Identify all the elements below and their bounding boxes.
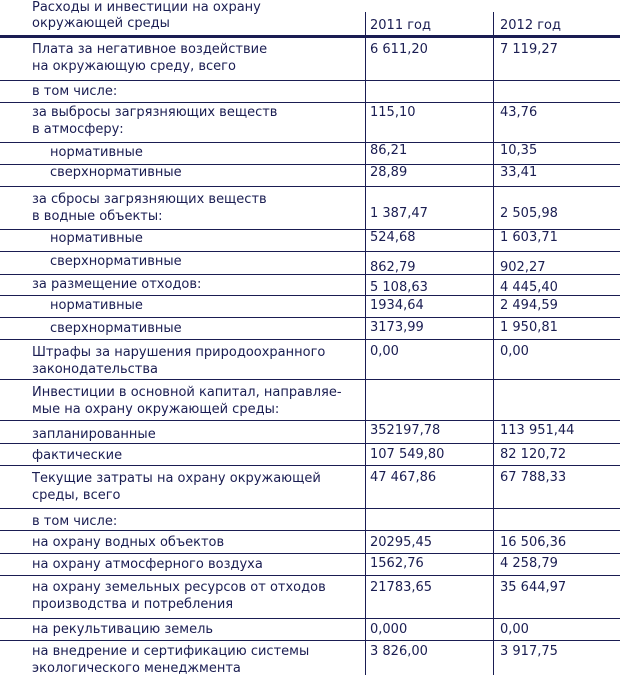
value-2011: 28,89 bbox=[370, 165, 408, 180]
table-row bbox=[0, 554, 620, 576]
value-2011: 524,68 bbox=[370, 230, 416, 245]
row-label-line1: сверхнормативные bbox=[50, 254, 182, 269]
table-header bbox=[0, 0, 620, 38]
table-row bbox=[0, 275, 620, 296]
table-row bbox=[0, 318, 620, 340]
table-row bbox=[0, 252, 620, 275]
column-header-2012: 2012 год bbox=[500, 18, 561, 33]
row-label-line1: за размещение отходов: bbox=[32, 277, 202, 292]
row-label-line1: в том числе: bbox=[32, 514, 118, 529]
row-label-line1: в том числе: bbox=[32, 84, 118, 99]
row-label-line2: мые на охрану окружающей среды: bbox=[32, 402, 280, 417]
column-header-2011: 2011 год bbox=[370, 18, 431, 33]
row-label-line1: Штрафы за нарушения природоохранного bbox=[32, 345, 326, 360]
value-2011: 0,000 bbox=[370, 622, 408, 637]
table-row bbox=[0, 531, 620, 554]
row-label bbox=[32, 191, 267, 225]
value-2011: 86,21 bbox=[370, 143, 408, 158]
value-2011: 115,10 bbox=[370, 105, 416, 120]
value-2012: 2 505,98 bbox=[500, 206, 558, 221]
row-label-line1: нормативные bbox=[50, 145, 143, 160]
table-row bbox=[0, 103, 620, 143]
value-2011: 352197,78 bbox=[370, 423, 441, 438]
row-label-line1: сверхнормативные bbox=[50, 165, 182, 180]
row-label-line1: на охрану земельных ресурсов от отходов bbox=[32, 580, 326, 595]
row-label-line1: за сбросы загрязняющих веществ bbox=[32, 192, 267, 207]
row-label bbox=[32, 447, 122, 464]
row-label bbox=[32, 104, 277, 138]
table-row bbox=[0, 165, 620, 187]
row-label-line1: нормативные bbox=[50, 231, 143, 246]
table-row bbox=[0, 38, 620, 81]
value-2012: 1 603,71 bbox=[500, 230, 558, 245]
row-label-line1: Плата за негативное воздействие bbox=[32, 42, 268, 57]
value-2011: 107 549,80 bbox=[370, 447, 445, 462]
row-label bbox=[50, 297, 143, 314]
value-2012: 67 788,33 bbox=[500, 470, 567, 485]
table-row bbox=[0, 619, 620, 641]
row-label bbox=[32, 41, 267, 75]
table-row bbox=[0, 143, 620, 165]
value-2011: 3173,99 bbox=[370, 320, 424, 335]
value-2012: 82 120,72 bbox=[500, 447, 567, 462]
value-2011: 20295,45 bbox=[370, 535, 433, 550]
row-label bbox=[50, 320, 182, 337]
row-label bbox=[32, 621, 213, 638]
value-2012: 33,41 bbox=[500, 165, 538, 180]
row-label bbox=[32, 83, 117, 100]
value-2012: 10,35 bbox=[500, 143, 538, 158]
row-label-line1: запланированные bbox=[32, 427, 156, 442]
value-2012: 902,27 bbox=[500, 260, 546, 275]
row-label-line1: фактические bbox=[32, 448, 123, 463]
table-row bbox=[0, 230, 620, 252]
row-label bbox=[32, 426, 156, 443]
row-label bbox=[32, 470, 321, 504]
row-label-line2: на окружающую среду, всего bbox=[32, 59, 236, 74]
row-label-line2: в атмосферу: bbox=[32, 122, 124, 137]
row-label bbox=[32, 344, 325, 378]
row-label-line1: за выбросы загрязняющих веществ bbox=[32, 105, 278, 120]
table-title-line1: Расходы и инвестиции на охрану bbox=[32, 0, 261, 15]
table-title-line2: окружающей среды bbox=[32, 16, 170, 31]
table-row bbox=[0, 340, 620, 380]
table-row bbox=[0, 466, 620, 509]
value-2011: 1562,76 bbox=[370, 556, 424, 571]
value-2012: 2 494,59 bbox=[500, 298, 558, 313]
value-2012: 7 119,27 bbox=[500, 42, 558, 57]
table-row bbox=[0, 81, 620, 103]
value-2011: 6 611,20 bbox=[370, 42, 428, 57]
row-label bbox=[32, 556, 263, 573]
row-label-line1: на рекультивацию земель bbox=[32, 622, 214, 637]
row-label bbox=[32, 643, 309, 677]
value-2012: 3 917,75 bbox=[500, 644, 558, 659]
value-2011: 1 387,47 bbox=[370, 206, 428, 221]
table-row bbox=[0, 187, 620, 230]
row-label-line1: на охрану водных объектов bbox=[32, 535, 225, 550]
value-2012: 4 258,79 bbox=[500, 556, 558, 571]
value-2012: 43,76 bbox=[500, 105, 538, 120]
value-2011: 0,00 bbox=[370, 344, 399, 359]
row-label bbox=[50, 253, 182, 270]
row-label bbox=[50, 230, 143, 247]
value-2011: 862,79 bbox=[370, 260, 416, 275]
table-row bbox=[0, 296, 620, 318]
value-2011: 1934,64 bbox=[370, 298, 424, 313]
value-2012: 4 445,40 bbox=[500, 280, 558, 295]
row-label-line2: среды, всего bbox=[32, 488, 121, 503]
row-label bbox=[50, 164, 182, 181]
value-2012: 1 950,81 bbox=[500, 320, 558, 335]
value-2012: 113 951,44 bbox=[500, 423, 575, 438]
row-label bbox=[32, 276, 201, 293]
row-label-line1: Инвестиции в основной капитал, направляе- bbox=[32, 385, 342, 400]
value-2011: 5 108,63 bbox=[370, 280, 428, 295]
row-label-line1: Текущие затраты на охрану окружающей bbox=[32, 471, 321, 486]
row-label-line1: на охрану атмосферного воздуха bbox=[32, 557, 263, 572]
row-label bbox=[32, 513, 117, 530]
value-2011: 47 467,86 bbox=[370, 470, 437, 485]
value-2012: 16 506,36 bbox=[500, 535, 567, 550]
table-row bbox=[0, 576, 620, 619]
value-2012: 0,00 bbox=[500, 344, 529, 359]
row-label bbox=[50, 144, 143, 161]
value-2012: 35 644,97 bbox=[500, 580, 567, 595]
row-label-line1: сверхнормативные bbox=[50, 321, 182, 336]
table-row bbox=[0, 380, 620, 421]
row-label bbox=[32, 579, 326, 613]
row-label-line1: на внедрение и сертификацию системы bbox=[32, 644, 310, 659]
row-label-line2: производства и потребления bbox=[32, 597, 234, 612]
row-label bbox=[32, 534, 224, 551]
row-label-line2: законодательства bbox=[32, 362, 158, 377]
row-label-line2: в водные объекты: bbox=[32, 209, 163, 224]
value-2012: 0,00 bbox=[500, 622, 529, 637]
row-label-line2: экологического менеджмента bbox=[32, 661, 241, 676]
row-label bbox=[32, 384, 342, 418]
table-row bbox=[0, 509, 620, 531]
table-row bbox=[0, 641, 620, 681]
value-2011: 3 826,00 bbox=[370, 644, 428, 659]
value-2011: 21783,65 bbox=[370, 580, 433, 595]
table-row bbox=[0, 421, 620, 444]
table-row bbox=[0, 444, 620, 466]
row-label-line1: нормативные bbox=[50, 298, 143, 313]
table-title bbox=[32, 0, 332, 32]
